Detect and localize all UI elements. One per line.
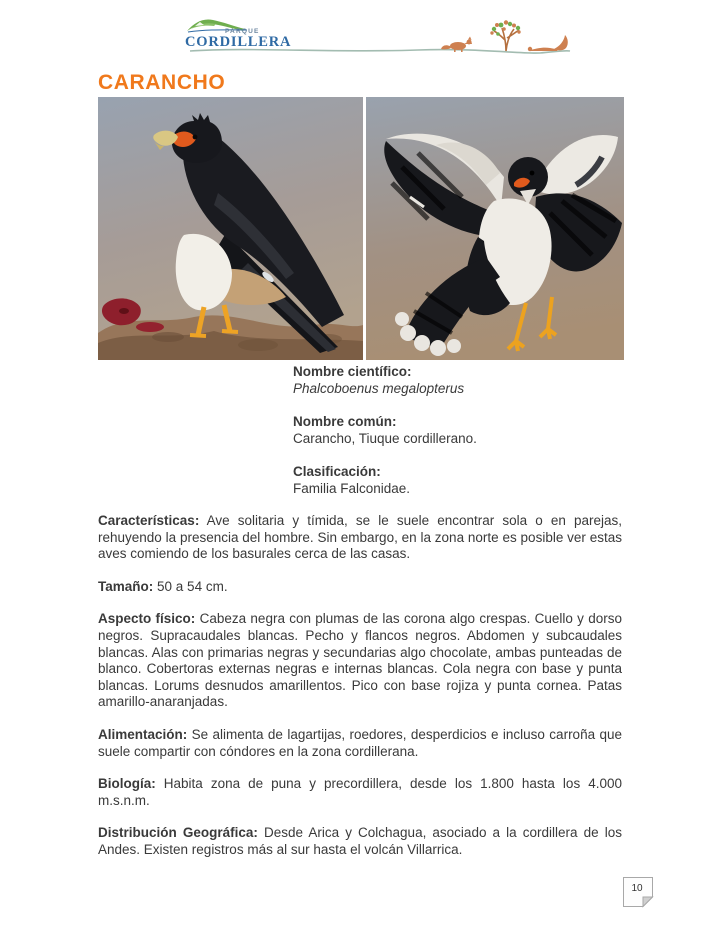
section-alimentacion bbox=[98, 727, 622, 760]
carancho-standing-photo bbox=[98, 97, 363, 360]
section-caracteristicas bbox=[98, 513, 622, 563]
logo-cordillera-text: CORDILLERA bbox=[185, 34, 292, 50]
section-label: Distribución Geográfica: bbox=[98, 825, 258, 841]
photo-row bbox=[98, 97, 624, 360]
section-text: 50 a 54 cm. bbox=[157, 578, 228, 594]
carancho-landing-photo bbox=[366, 97, 624, 360]
common-name-label: Nombre común: bbox=[293, 414, 397, 429]
page-title: CARANCHO bbox=[98, 71, 226, 94]
taxonomy-info bbox=[293, 363, 477, 513]
page-number: 10 bbox=[631, 883, 643, 894]
page-number-box bbox=[622, 876, 660, 908]
classification-label: Clasificación: bbox=[293, 464, 381, 479]
common-name-group bbox=[293, 413, 477, 447]
section-text: Se alimenta de lagartijas, roedores, desperdicios e incluso carroña que suele compartir con cóndores en la zona cordillerana. bbox=[98, 726, 622, 759]
section-text: Habita zona de puna y precordillera, desde los 1.800 hasta los 4.000 m.s.n.m. bbox=[98, 776, 622, 808]
section-distribucion-geografica bbox=[98, 825, 622, 858]
section-tamano bbox=[98, 579, 622, 596]
classification-group bbox=[293, 463, 477, 497]
section-label: Alimentación: bbox=[98, 726, 188, 742]
tree-icon bbox=[490, 20, 520, 51]
section-label: Tamaño: bbox=[98, 578, 154, 594]
section-label: Aspecto físico: bbox=[98, 611, 196, 627]
classification-value: Familia Falconidae. bbox=[293, 481, 411, 496]
scientific-name-group bbox=[293, 363, 477, 397]
description-sections bbox=[98, 513, 622, 875]
scientific-name-value: Phalcoboenus megalopterus bbox=[293, 381, 465, 396]
header-line bbox=[190, 50, 570, 54]
squirrel-icon bbox=[528, 35, 568, 51]
logo-parque-text: PARQUE bbox=[225, 28, 260, 35]
section-biologia bbox=[98, 776, 622, 809]
section-text: Ave solitaria y tímida, se le suele encontrar sola o en parejas, rehuyendo la presencia del hombre. Sin embargo, en la zona norte es posible ver estas aves comiendo de los basurales cerca de las casas. bbox=[98, 513, 622, 562]
section-aspecto-fisico bbox=[98, 611, 622, 711]
header-decoration bbox=[188, 20, 572, 62]
section-text: Desde Arica y Colchagua, asociado a la cordillera de los Andes. Existen registros más al sur hasta el volcán Villarrica. bbox=[98, 825, 622, 857]
section-label: Características: bbox=[98, 513, 200, 528]
section-text: Cabeza negra con plumas de las corona algo crespas. Cuello y dorso negros. Supracaudales blancas. Pecho y flancos negros. Abdomen y subcaudales blancas. Alas con primarias negras y secundarias algo chocolate, ambas punteadas de blanco. Cobertoras externas negras e internas blancas. Cola negra con base y punta blancas. Lorums desnudos amarillentos. Pico con base rojiza y punta cornea. Patas amarillo-anaranjadas. bbox=[98, 611, 622, 710]
scientific-name-label: Nombre científico: bbox=[293, 364, 412, 379]
section-label: Biología: bbox=[98, 776, 156, 792]
common-name-value: Carancho, Tiuque cordillerano. bbox=[293, 431, 477, 446]
